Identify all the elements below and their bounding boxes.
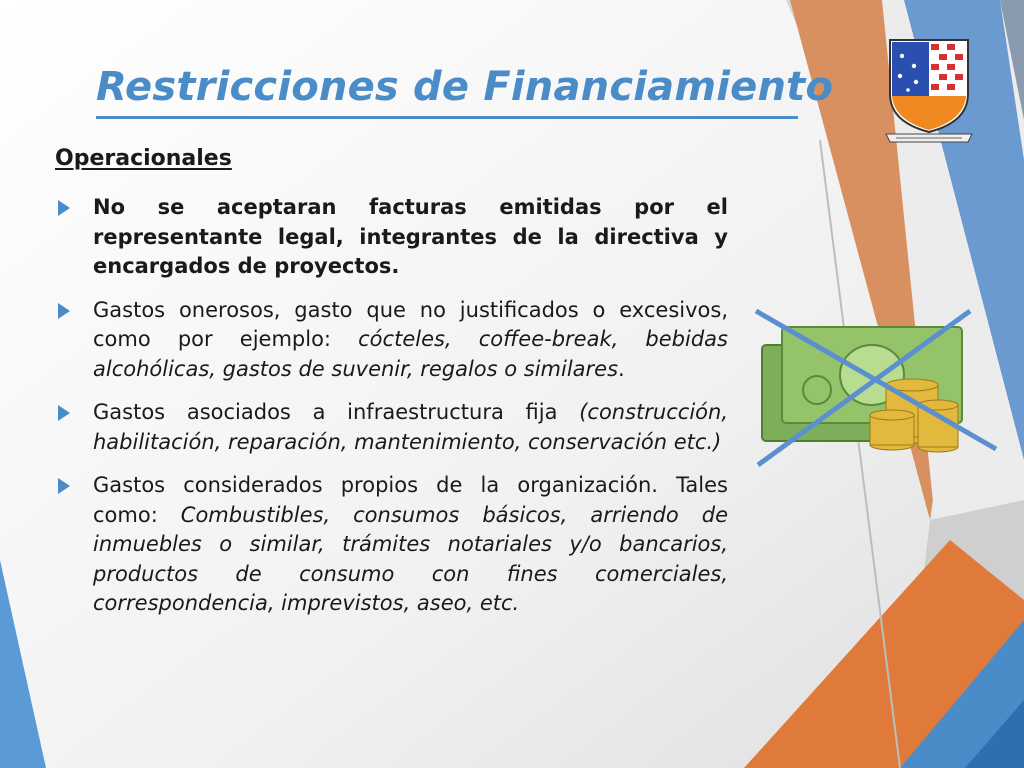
bullet-arrow-icon bbox=[58, 405, 70, 421]
bullet-item bbox=[55, 193, 728, 282]
slide-title: Restricciones de Financiamiento bbox=[96, 64, 834, 110]
bullet-arrow-icon bbox=[58, 200, 70, 216]
bullet-examples: cócteles, coffee-break, bebidas alcohólicas, gastos de suvenir, regalos o similares bbox=[93, 327, 728, 381]
bullet-arrow-icon bbox=[58, 478, 70, 494]
bullet-item bbox=[55, 471, 728, 619]
section-heading: Operacionales bbox=[55, 146, 232, 171]
bullet-text: Gastos onerosos, gasto que no justificados o excesivos, como por ejemplo: bbox=[93, 297, 728, 351]
bullet-examples: Combustibles, consumos básicos, arriendo de inmuebles o similar, trámites notariales y/o bancarios, productos de consumo con fines comerciales, correspondencia, imprevistos, aseo, etc. bbox=[93, 502, 728, 615]
bullet-item bbox=[55, 296, 728, 385]
bullet-item bbox=[55, 398, 728, 457]
bullet-text: No se aceptaran facturas emitidas por el representante legal, integrantes de la directiva y encargados de proyectos. bbox=[93, 195, 728, 278]
bullet-examples: (construcción, habilitación, reparación, mantenimiento, conservación etc.) bbox=[93, 400, 728, 454]
bullet-text: Gastos asociados a infraestructura fija bbox=[93, 400, 580, 424]
money-crossed-icon bbox=[752, 305, 1002, 470]
bullet-arrow-icon bbox=[58, 303, 70, 319]
coat-of-arms-icon bbox=[884, 36, 974, 144]
bullet-text: Gastos considerados propios de la organización. Tales como: bbox=[93, 473, 728, 527]
title-underline bbox=[96, 116, 798, 119]
bullet-list bbox=[55, 193, 728, 633]
bullet-text-end: . bbox=[618, 356, 625, 381]
